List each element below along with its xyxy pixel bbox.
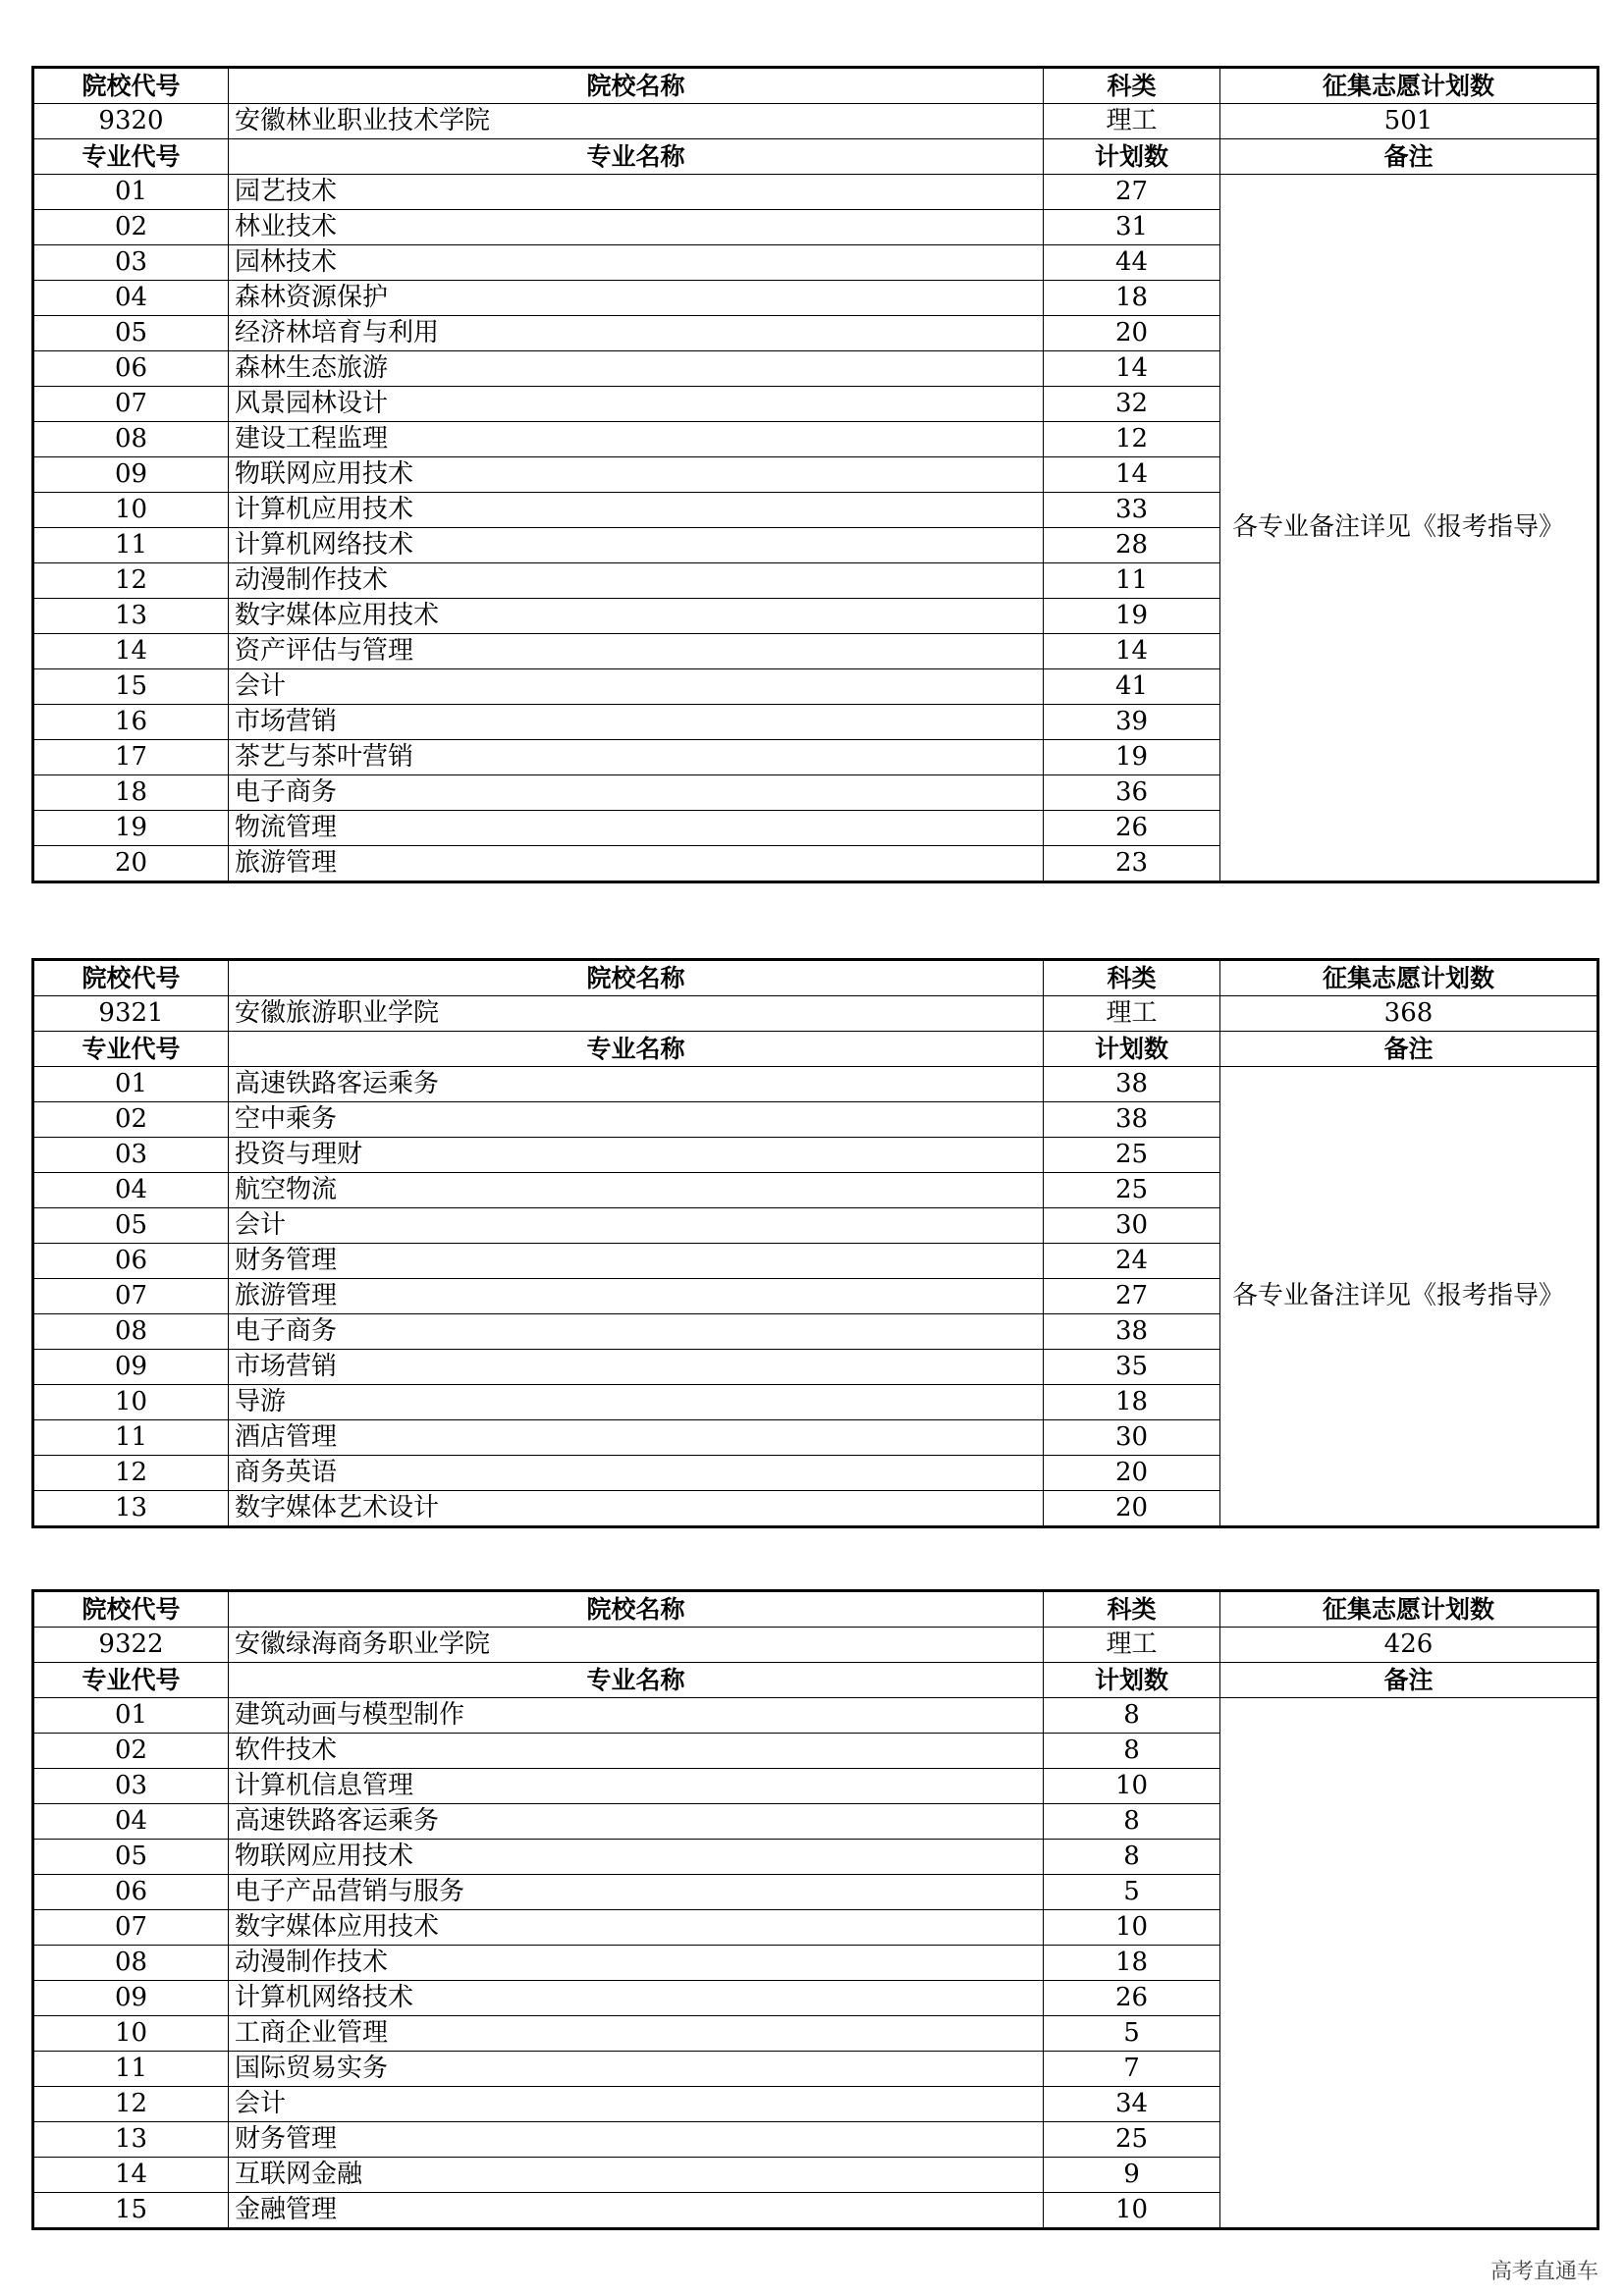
major-plan-count: 12: [1044, 422, 1220, 457]
major-plan-count: 9: [1044, 2158, 1220, 2193]
major-plan-count: 24: [1044, 1244, 1220, 1279]
major-code: 20: [33, 846, 229, 882]
major-name: 导游: [229, 1385, 1044, 1420]
major-name: 高速铁路客运乘务: [229, 1804, 1044, 1840]
school-header-row: [33, 68, 1598, 104]
major-plan-count: 20: [1044, 1456, 1220, 1491]
remarks-note: [1220, 1698, 1598, 2229]
table-row: [33, 1698, 1598, 1734]
school-name: 安徽林业职业技术学院: [229, 104, 1044, 139]
remarks-note: 各专业备注详见《报考指导》: [1220, 175, 1598, 882]
major-code: 08: [33, 1314, 229, 1350]
major-name: 动漫制作技术: [229, 563, 1044, 599]
major-code: 04: [33, 1173, 229, 1208]
major-code: 10: [33, 2016, 229, 2052]
major-plan-count: 10: [1044, 2193, 1220, 2229]
school-code-header: 院校代号: [33, 68, 229, 104]
major-name: 森林生态旅游: [229, 351, 1044, 387]
major-header-row: [33, 139, 1598, 175]
major-name: 园林技术: [229, 245, 1044, 281]
school-block: [31, 66, 1597, 883]
major-name: 酒店管理: [229, 1420, 1044, 1456]
major-name: 建筑动画与模型制作: [229, 1698, 1044, 1734]
table-row: [33, 1067, 1598, 1102]
category-header: 科类: [1044, 960, 1220, 996]
major-plan-count: 33: [1044, 493, 1220, 528]
enrollment-plan-table: [31, 66, 1599, 883]
major-name: 旅游管理: [229, 846, 1044, 882]
major-code: 12: [33, 2087, 229, 2122]
major-plan-count: 19: [1044, 740, 1220, 775]
major-code: 15: [33, 2193, 229, 2229]
major-code: 13: [33, 2122, 229, 2158]
school-plan-total: 426: [1220, 1628, 1598, 1663]
major-plan-count: 27: [1044, 175, 1220, 210]
major-code: 02: [33, 1734, 229, 1769]
major-name: 计算机网络技术: [229, 528, 1044, 563]
major-code: 07: [33, 1910, 229, 1946]
major-name: 园艺技术: [229, 175, 1044, 210]
major-code: 08: [33, 1946, 229, 1981]
major-plan-count: 28: [1044, 528, 1220, 563]
major-plan-count: 38: [1044, 1314, 1220, 1350]
major-plan-count: 39: [1044, 705, 1220, 740]
major-plan-count: 18: [1044, 1946, 1220, 1981]
major-plan-count: 20: [1044, 316, 1220, 351]
major-plan-count: 30: [1044, 1420, 1220, 1456]
major-name: 财务管理: [229, 1244, 1044, 1279]
major-name: 计算机应用技术: [229, 493, 1044, 528]
major-code: 05: [33, 1840, 229, 1875]
major-code: 05: [33, 316, 229, 351]
major-plan-count: 41: [1044, 669, 1220, 705]
school-name: 安徽旅游职业学院: [229, 996, 1044, 1032]
school-name-header: 院校名称: [229, 68, 1044, 104]
major-name: 资产评估与管理: [229, 634, 1044, 669]
major-plan-count: 38: [1044, 1102, 1220, 1138]
major-plan-count: 7: [1044, 2052, 1220, 2087]
major-plan-count: 5: [1044, 2016, 1220, 2052]
major-code: 03: [33, 1138, 229, 1173]
major-name: 数字媒体艺术设计: [229, 1491, 1044, 1527]
major-code: 03: [33, 245, 229, 281]
major-plan-count: 23: [1044, 846, 1220, 882]
major-code: 17: [33, 740, 229, 775]
plan-count-header: 计划数: [1044, 1663, 1220, 1698]
major-name: 森林资源保护: [229, 281, 1044, 316]
plan-total-header: 征集志愿计划数: [1220, 960, 1598, 996]
major-code: 10: [33, 493, 229, 528]
major-plan-count: 36: [1044, 775, 1220, 811]
major-plan-count: 44: [1044, 245, 1220, 281]
major-name: 工商企业管理: [229, 2016, 1044, 2052]
school-block: [31, 1589, 1597, 2230]
major-code: 06: [33, 351, 229, 387]
major-code: 05: [33, 1208, 229, 1244]
major-plan-count: 38: [1044, 1067, 1220, 1102]
major-plan-count: 18: [1044, 1385, 1220, 1420]
major-plan-count: 8: [1044, 1734, 1220, 1769]
plan-total-header: 征集志愿计划数: [1220, 1591, 1598, 1628]
table-row: [33, 175, 1598, 210]
major-code: 06: [33, 1244, 229, 1279]
major-plan-count: 26: [1044, 811, 1220, 846]
major-name: 互联网金融: [229, 2158, 1044, 2193]
major-name: 会计: [229, 2087, 1044, 2122]
major-name: 高速铁路客运乘务: [229, 1067, 1044, 1102]
major-code: 15: [33, 669, 229, 705]
major-code: 01: [33, 175, 229, 210]
school-header-row: [33, 1591, 1598, 1628]
school-name-header: 院校名称: [229, 960, 1044, 996]
major-code: 01: [33, 1698, 229, 1734]
major-plan-count: 8: [1044, 1698, 1220, 1734]
school-name: 安徽绿海商务职业学院: [229, 1628, 1044, 1663]
major-code: 16: [33, 705, 229, 740]
major-name: 电子产品营销与服务: [229, 1875, 1044, 1910]
major-code: 11: [33, 2052, 229, 2087]
school-info-row: [33, 1628, 1598, 1663]
major-code: 12: [33, 563, 229, 599]
remarks-note: 各专业备注详见《报考指导》: [1220, 1067, 1598, 1527]
major-header-row: [33, 1663, 1598, 1698]
category-header: 科类: [1044, 1591, 1220, 1628]
major-code: 19: [33, 811, 229, 846]
major-name: 会计: [229, 1208, 1044, 1244]
major-name-header: 专业名称: [229, 1663, 1044, 1698]
major-code: 14: [33, 634, 229, 669]
major-name: 软件技术: [229, 1734, 1044, 1769]
school-info-row: [33, 996, 1598, 1032]
remarks-header: 备注: [1220, 1032, 1598, 1067]
major-plan-count: 19: [1044, 599, 1220, 634]
major-plan-count: 32: [1044, 387, 1220, 422]
major-code: 04: [33, 1804, 229, 1840]
major-code: 13: [33, 599, 229, 634]
major-plan-count: 8: [1044, 1840, 1220, 1875]
category-header: 科类: [1044, 68, 1220, 104]
major-code: 12: [33, 1456, 229, 1491]
major-plan-count: 35: [1044, 1350, 1220, 1385]
major-code-header: 专业代号: [33, 1032, 229, 1067]
school-header-row: [33, 960, 1598, 996]
major-name: 计算机网络技术: [229, 1981, 1044, 2016]
major-name: 旅游管理: [229, 1279, 1044, 1314]
major-code: 09: [33, 1981, 229, 2016]
school-category: 理工: [1044, 104, 1220, 139]
major-plan-count: 5: [1044, 1875, 1220, 1910]
major-name: 计算机信息管理: [229, 1769, 1044, 1804]
school-plan-total: 368: [1220, 996, 1598, 1032]
major-name: 电子商务: [229, 1314, 1044, 1350]
major-code: 02: [33, 210, 229, 245]
school-code: 9321: [33, 996, 229, 1032]
major-name: 动漫制作技术: [229, 1946, 1044, 1981]
major-code: 07: [33, 1279, 229, 1314]
major-plan-count: 20: [1044, 1491, 1220, 1527]
school-code: 9322: [33, 1628, 229, 1663]
major-plan-count: 27: [1044, 1279, 1220, 1314]
major-code: 01: [33, 1067, 229, 1102]
major-code-header: 专业代号: [33, 139, 229, 175]
major-name: 茶艺与茶叶营销: [229, 740, 1044, 775]
school-category: 理工: [1044, 1628, 1220, 1663]
major-name: 财务管理: [229, 2122, 1044, 2158]
major-name: 物联网应用技术: [229, 457, 1044, 493]
major-plan-count: 34: [1044, 2087, 1220, 2122]
major-code: 10: [33, 1385, 229, 1420]
major-code: 18: [33, 775, 229, 811]
major-plan-count: 14: [1044, 351, 1220, 387]
major-name: 数字媒体应用技术: [229, 1910, 1044, 1946]
major-plan-count: 25: [1044, 2122, 1220, 2158]
major-plan-count: 18: [1044, 281, 1220, 316]
enrollment-plan-table: [31, 1589, 1599, 2230]
major-name: 林业技术: [229, 210, 1044, 245]
major-name: 商务英语: [229, 1456, 1044, 1491]
school-block: [31, 958, 1597, 1528]
major-plan-count: 14: [1044, 634, 1220, 669]
school-code: 9320: [33, 104, 229, 139]
remarks-header: 备注: [1220, 1663, 1598, 1698]
major-name: 会计: [229, 669, 1044, 705]
major-name-header: 专业名称: [229, 139, 1044, 175]
school-code-header: 院校代号: [33, 1591, 229, 1628]
school-info-row: [33, 104, 1598, 139]
enrollment-plan-table: [31, 958, 1599, 1528]
major-plan-count: 26: [1044, 1981, 1220, 2016]
major-plan-count: 14: [1044, 457, 1220, 493]
major-name: 金融管理: [229, 2193, 1044, 2229]
major-header-row: [33, 1032, 1598, 1067]
major-plan-count: 25: [1044, 1138, 1220, 1173]
major-name: 物流管理: [229, 811, 1044, 846]
major-name: 国际贸易实务: [229, 2052, 1044, 2087]
major-plan-count: 8: [1044, 1804, 1220, 1840]
plan-count-header: 计划数: [1044, 1032, 1220, 1067]
school-name-header: 院校名称: [229, 1591, 1044, 1628]
school-code-header: 院校代号: [33, 960, 229, 996]
major-name: 航空物流: [229, 1173, 1044, 1208]
major-plan-count: 10: [1044, 1769, 1220, 1804]
major-name: 投资与理财: [229, 1138, 1044, 1173]
major-code: 02: [33, 1102, 229, 1138]
school-plan-total: 501: [1220, 104, 1598, 139]
major-code: 09: [33, 1350, 229, 1385]
major-code: 14: [33, 2158, 229, 2193]
remarks-header: 备注: [1220, 139, 1598, 175]
major-plan-count: 31: [1044, 210, 1220, 245]
major-code: 04: [33, 281, 229, 316]
major-name: 经济林培育与利用: [229, 316, 1044, 351]
major-code: 11: [33, 1420, 229, 1456]
major-code-header: 专业代号: [33, 1663, 229, 1698]
major-plan-count: 10: [1044, 1910, 1220, 1946]
major-plan-count: 11: [1044, 563, 1220, 599]
watermark-text: 高考直通车: [1489, 2260, 1598, 2284]
major-code: 09: [33, 457, 229, 493]
major-name: 市场营销: [229, 1350, 1044, 1385]
major-code: 03: [33, 1769, 229, 1804]
major-code: 11: [33, 528, 229, 563]
major-code: 07: [33, 387, 229, 422]
major-name-header: 专业名称: [229, 1032, 1044, 1067]
plan-total-header: 征集志愿计划数: [1220, 68, 1598, 104]
major-name: 物联网应用技术: [229, 1840, 1044, 1875]
major-code: 06: [33, 1875, 229, 1910]
school-category: 理工: [1044, 996, 1220, 1032]
major-name: 空中乘务: [229, 1102, 1044, 1138]
plan-count-header: 计划数: [1044, 139, 1220, 175]
major-name: 风景园林设计: [229, 387, 1044, 422]
major-plan-count: 30: [1044, 1208, 1220, 1244]
major-plan-count: 25: [1044, 1173, 1220, 1208]
major-name: 数字媒体应用技术: [229, 599, 1044, 634]
major-name: 建设工程监理: [229, 422, 1044, 457]
major-code: 13: [33, 1491, 229, 1527]
major-name: 市场营销: [229, 705, 1044, 740]
major-code: 08: [33, 422, 229, 457]
major-name: 电子商务: [229, 775, 1044, 811]
